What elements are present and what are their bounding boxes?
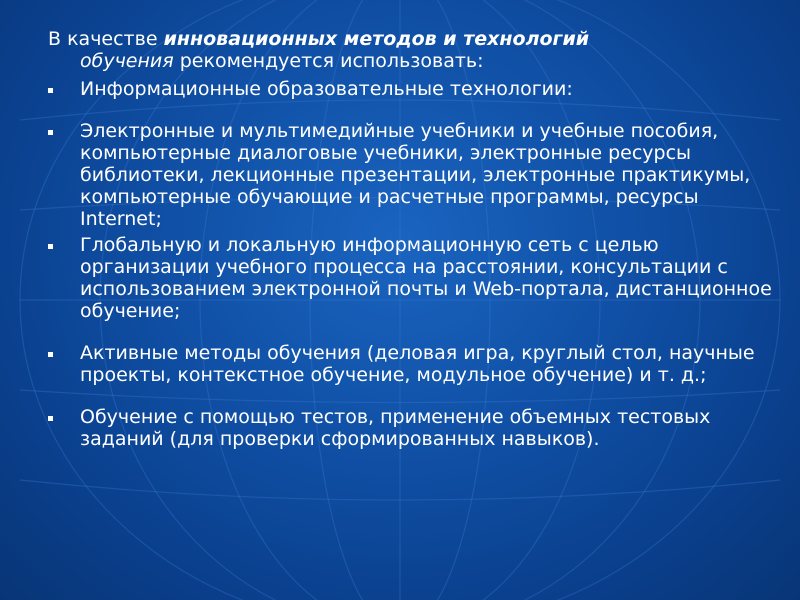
bullet-square-icon: [48, 88, 53, 93]
bullet-text: Глобальную и локальную информационную сеть с целью организации учебного процесса на расстоянии, консультации с использованием электронной почты и Web-портала, дистанционное обучение;: [80, 234, 772, 322]
bullet-item: [48, 342, 778, 386]
bullet-item: [48, 406, 778, 450]
slide-content: [48, 28, 778, 450]
intro-paragraph: [48, 28, 778, 72]
bullet-square-icon: [48, 416, 53, 421]
bullet-item: [48, 78, 778, 100]
bullet-square-icon: [48, 352, 53, 357]
bullet-text: Информационные образовательные технологии:: [80, 78, 573, 100]
bullet-text: Активные методы обучения (деловая игра, круглый стол, научные проекты, контекстное обучение, модульное обучение) и т. д.;: [80, 342, 755, 386]
intro-emphasis: инновационных методов и технологий: [163, 28, 590, 50]
bullet-text: Электронные и мультимедийные учебники и учебные пособия, компьютерные диалоговые учебники, электронные ресурсы библиотеки, лекционные презентации, электронные практикумы, компьютерные обучающие и расчетные программы, ресурсы Internet;: [80, 120, 751, 230]
bullet-square-icon: [48, 130, 53, 135]
bullet-item: [48, 120, 778, 230]
bullet-text: Обучение с помощью тестов, применение объемных тестовых заданий (для проверки сформированных навыков).: [80, 406, 711, 450]
intro-prefix: В качестве: [48, 28, 164, 50]
bullet-item: [48, 234, 778, 322]
intro-suffix: рекомендуется использовать:: [173, 50, 484, 72]
intro-italic: обучения: [80, 50, 174, 72]
bullet-square-icon: [48, 244, 53, 249]
